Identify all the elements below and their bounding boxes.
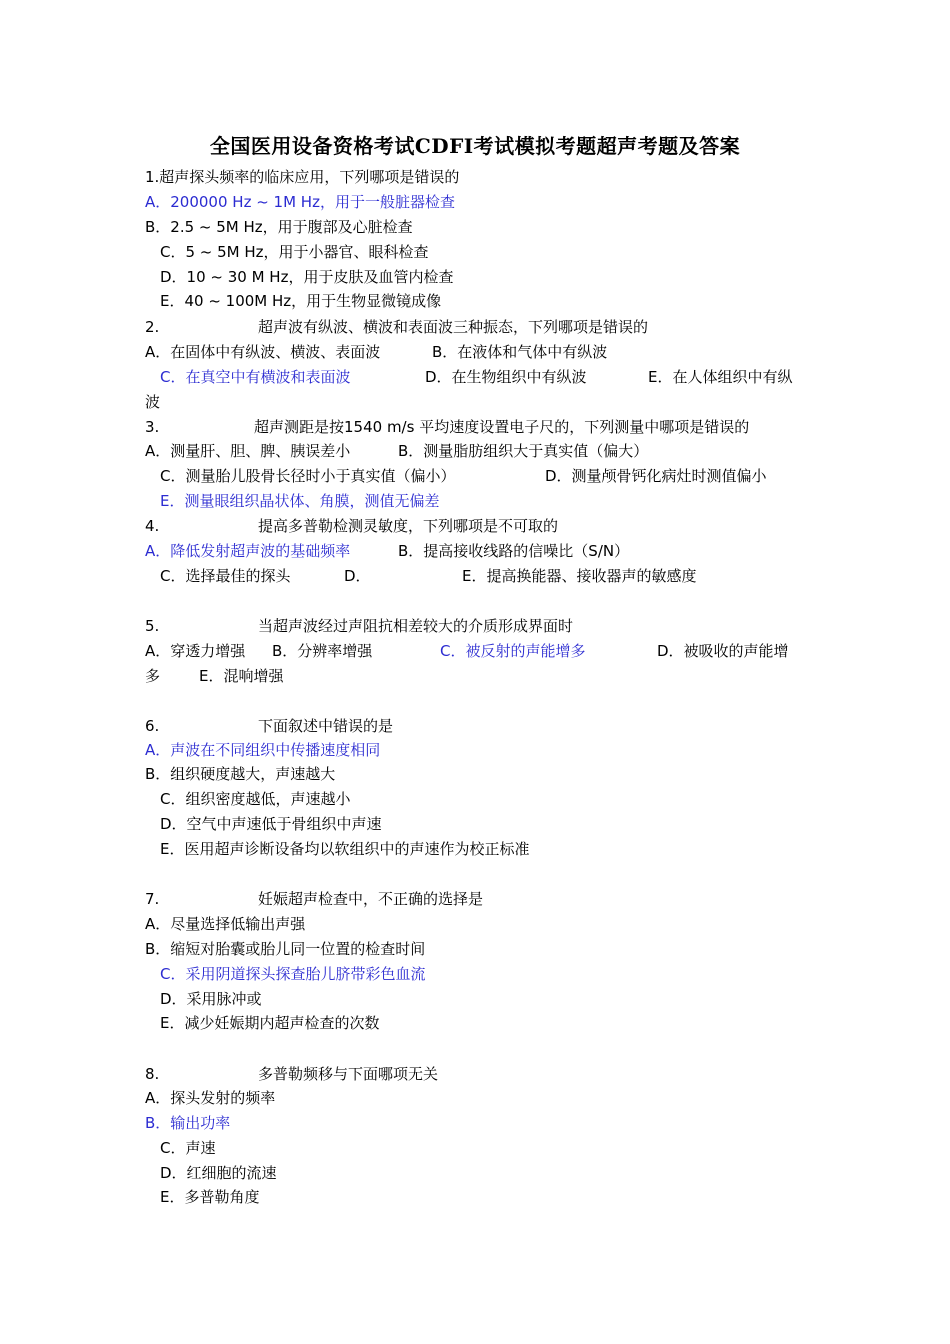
question-5-option-c: C．被反射的声能增多 [440, 642, 586, 660]
question-1-option-e: E．40 ~ 100M Hz，用于生物显微镜成像 [160, 292, 442, 310]
question-5-number: 5. [145, 617, 160, 635]
question-7-option-a: A．尽量选择低输出声强 [145, 915, 306, 933]
question-8-option-a: A．探头发射的频率 [145, 1089, 276, 1107]
document-title: 全国医用设备资格考试CDFI考试模拟考题超声考题及答案 [209, 134, 741, 158]
question-1-option-a: A．200000 Hz ~ 1M Hz，用于一般脏器检查 [145, 193, 455, 211]
question-8-option-b: B．输出功率 [145, 1114, 231, 1132]
question-8-option-c: C．声速 [160, 1139, 216, 1157]
question-2-option-e: E．在人体组织中有纵 [648, 368, 793, 386]
question-1-option-d: D．10 ~ 30 M Hz，用于皮肤及血管内检查 [160, 268, 454, 286]
question-1-stem: 1.超声探头频率的临床应用，下列哪项是错误的 [145, 168, 460, 186]
question-3-option-e: E．测量眼组织晶状体、角膜，测值无偏差 [160, 492, 440, 510]
question-4-option-e: E．提高换能器、接收器声的敏感度 [462, 567, 697, 585]
question-2-option-b: B．在液体和气体中有纵波 [432, 343, 608, 361]
question-3-option-d: D．测量颅骨钙化病灶时测值偏小 [545, 467, 767, 485]
question-8-option-e: E．多普勒角度 [160, 1188, 260, 1206]
question-4-option-c: C．选择最佳的探头 [160, 567, 291, 585]
question-6-option-b: B．组织硬度越大，声速越大 [145, 765, 336, 783]
question-6-option-a: A．声波在不同组织中传播速度相同 [145, 741, 381, 759]
question-4-option-b: B．提高接收线路的信噪比（S/N） [398, 542, 630, 560]
question-7-option-b: B．缩短对胎囊或胎儿同一位置的检查时间 [145, 940, 426, 958]
question-5-option-d-wrap: 多 [145, 667, 161, 685]
question-4-option-d: D． [344, 567, 371, 585]
question-2-number: 2. [145, 318, 160, 336]
question-6-stem: 下面叙述中错误的是 [258, 717, 394, 735]
question-8-stem: 多普勒频移与下面哪项无关 [258, 1065, 439, 1083]
question-3-option-a: A．测量肝、胆、脾、胰误差小 [145, 442, 351, 460]
question-5-option-e: E．混响增强 [199, 667, 284, 685]
question-8-option-d: D．红细胞的流速 [160, 1164, 277, 1182]
question-7-stem: 妊娠超声检查中，不正确的选择是 [258, 890, 484, 908]
question-3-stem: 超声测距是按1540 m/s 平均速度设置电子尺的，下列测量中哪项是错误的 [254, 418, 750, 436]
question-7-option-e: E．减少妊娠期内超声检查的次数 [160, 1014, 380, 1032]
question-3-number: 3. [145, 418, 160, 436]
question-6-option-d: D．空气中声速低于骨组织中声速 [160, 815, 382, 833]
question-1-option-c: C．5 ~ 5M Hz，用于小器官、眼科检查 [160, 243, 429, 261]
question-6-option-c: C．组织密度越低，声速越小 [160, 790, 351, 808]
question-2-option-c: C．在真空中有横波和表面波 [160, 368, 351, 386]
question-5-option-d: D．被吸收的声能增 [657, 642, 789, 660]
question-2-option-a: A．在固体中有纵波、横波、表面波 [145, 343, 381, 361]
question-2-option-e-wrap: 波 [145, 393, 161, 411]
question-5-option-a: A．穿透力增强 [145, 642, 246, 660]
question-7-option-c: C．采用阴道探头探查胎儿脐带彩色血流 [160, 965, 426, 983]
question-6-number: 6. [145, 717, 160, 735]
question-4-number: 4. [145, 517, 160, 535]
question-7-option-d: D．采用脉冲或 [160, 990, 262, 1008]
question-3-option-b: B．测量脂肪组织大于真实值（偏大） [398, 442, 649, 460]
question-4-option-a: A．降低发射超声波的基础频率 [145, 542, 351, 560]
question-7-number: 7. [145, 890, 160, 908]
question-2-option-d: D．在生物组织中有纵波 [425, 368, 587, 386]
question-5-stem: 当超声波经过声阻抗相差较大的介质形成界面时 [258, 617, 574, 635]
question-6-option-e: E．医用超声诊断设备均以软组织中的声速作为校正标准 [160, 840, 530, 858]
question-8-number: 8. [145, 1065, 160, 1083]
question-1-option-b: B．2.5 ~ 5M Hz，用于腹部及心脏检查 [145, 218, 413, 236]
question-5-option-b: B．分辨率增强 [272, 642, 373, 660]
question-3-option-c: C．测量胎儿股骨长径时小于真实值（偏小） [160, 467, 456, 485]
question-4-stem: 提高多普勒检测灵敏度，下列哪项是不可取的 [258, 517, 559, 535]
question-2-stem: 超声波有纵波、横波和表面波三种振态，下列哪项是错误的 [258, 318, 649, 336]
